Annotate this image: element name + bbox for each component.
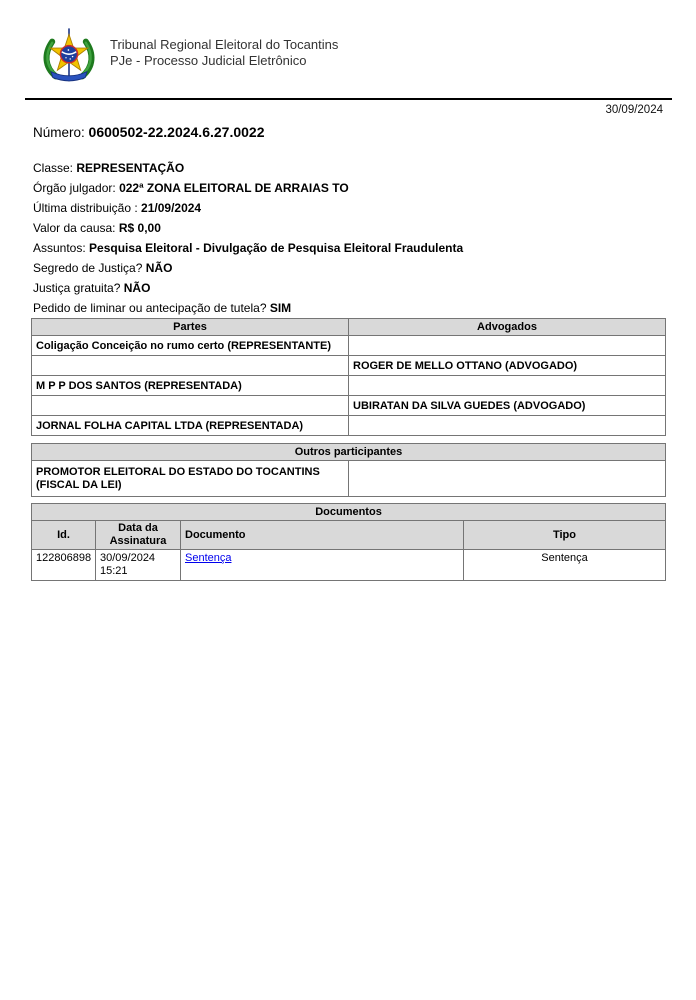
documentos-header: Documentos xyxy=(32,504,666,521)
field-pedido-liminar-label: Pedido de liminar ou antecipação de tutela? xyxy=(33,301,267,315)
field-classe-label: Classe: xyxy=(33,161,74,175)
partes-header-row xyxy=(32,319,666,336)
field-assuntos-value: Pesquisa Eleitoral - Divulgação de Pesquisa Eleitoral Fraudulenta xyxy=(89,241,464,255)
outros-header-row xyxy=(32,444,666,461)
table-row xyxy=(32,416,666,436)
field-justica-gratuita xyxy=(33,278,463,298)
table-row xyxy=(32,336,666,356)
document-date: 30/09/2024 xyxy=(605,104,663,116)
field-orgao-julgador-label: Órgão julgador: xyxy=(33,181,116,195)
field-assuntos xyxy=(33,238,463,258)
advogados-header: Advogados xyxy=(349,319,666,336)
field-valor-da-causa-label: Valor da causa: xyxy=(33,221,116,235)
brazil-coat-of-arms-logo xyxy=(38,26,100,86)
field-pedido-liminar xyxy=(33,298,463,318)
col-data-assinatura-header: Data da Assinatura xyxy=(96,521,181,550)
table-row xyxy=(32,550,666,581)
field-classe xyxy=(33,158,463,178)
partes-table xyxy=(31,318,666,436)
numero-value: 0600502-22.2024.6.27.0022 xyxy=(88,124,265,140)
table-row xyxy=(32,461,666,497)
advogado-cell xyxy=(349,416,666,436)
col-id-header: Id. xyxy=(32,521,96,550)
field-orgao-julgador xyxy=(33,178,463,198)
documento-tipo: Sentença xyxy=(464,550,666,581)
party-cell xyxy=(32,356,349,376)
advogado-cell: UBIRATAN DA SILVA GUEDES (ADVOGADO) xyxy=(349,396,666,416)
header-divider xyxy=(25,98,672,100)
documentos-table xyxy=(31,503,666,581)
field-classe-value: REPRESENTAÇÃO xyxy=(76,161,185,175)
table-row xyxy=(32,356,666,376)
participante-advogado-cell xyxy=(349,461,666,497)
outros-participantes-header: Outros participantes xyxy=(32,444,666,461)
advogado-cell xyxy=(349,376,666,396)
party-cell: M P P DOS SANTOS (REPRESENTADA) xyxy=(32,376,349,396)
advogado-cell xyxy=(349,336,666,356)
field-segredo-justica-value: NÃO xyxy=(145,261,173,275)
col-documento-header: Documento xyxy=(181,521,464,550)
advogado-cell: ROGER DE MELLO OTTANO (ADVOGADO) xyxy=(349,356,666,376)
documento-cell xyxy=(181,550,464,581)
partes-header: Partes xyxy=(32,319,349,336)
case-fields xyxy=(33,158,463,318)
field-assuntos-label: Assuntos: xyxy=(33,241,86,255)
process-number-line xyxy=(33,124,264,140)
field-justica-gratuita-label: Justiça gratuita? xyxy=(33,281,121,295)
table-row xyxy=(32,376,666,396)
documento-id: 122806898 xyxy=(32,550,96,581)
field-ultima-distribuicao xyxy=(33,198,463,218)
field-segredo-justica-label: Segredo de Justiça? xyxy=(33,261,143,275)
header-titles xyxy=(110,37,338,69)
tables-section xyxy=(31,318,665,581)
numero-label: Número: xyxy=(33,125,85,140)
field-justica-gratuita-value: NÃO xyxy=(123,281,151,295)
party-cell: JORNAL FOLHA CAPITAL LTDA (REPRESENTADA) xyxy=(32,416,349,436)
party-cell: Coligação Conceição no rumo certo (REPRESENTANTE) xyxy=(32,336,349,356)
documentos-columns-row xyxy=(32,521,666,550)
field-segredo-justica xyxy=(33,258,463,278)
field-valor-da-causa-value: R$ 0,00 xyxy=(118,221,161,235)
participante-cell: PROMOTOR ELEITORAL DO ESTADO DO TOCANTINS (FISCAL DA LEI) xyxy=(32,461,349,497)
documento-data-assinatura: 30/09/2024 15:21 xyxy=(96,550,181,581)
table-row xyxy=(32,396,666,416)
documentos-title-row xyxy=(32,504,666,521)
field-ultima-distribuicao-value: 21/09/2024 xyxy=(141,201,202,215)
field-orgao-julgador-value: 022ª ZONA ELEITORAL DE ARRAIAS TO xyxy=(119,181,349,195)
party-cell xyxy=(32,396,349,416)
field-valor-da-causa xyxy=(33,218,463,238)
col-tipo-header: Tipo xyxy=(464,521,666,550)
outros-participantes-table xyxy=(31,443,666,497)
field-pedido-liminar-value: SIM xyxy=(269,301,292,315)
documento-sentenca-link[interactable]: Sentença xyxy=(185,552,232,564)
header-org-name: Tribunal Regional Eleitoral do Tocantins xyxy=(110,37,339,52)
header-system-name: PJe - Processo Judicial Eletrônico xyxy=(110,53,307,68)
field-ultima-distribuicao-label: Última distribuição : xyxy=(33,201,138,215)
